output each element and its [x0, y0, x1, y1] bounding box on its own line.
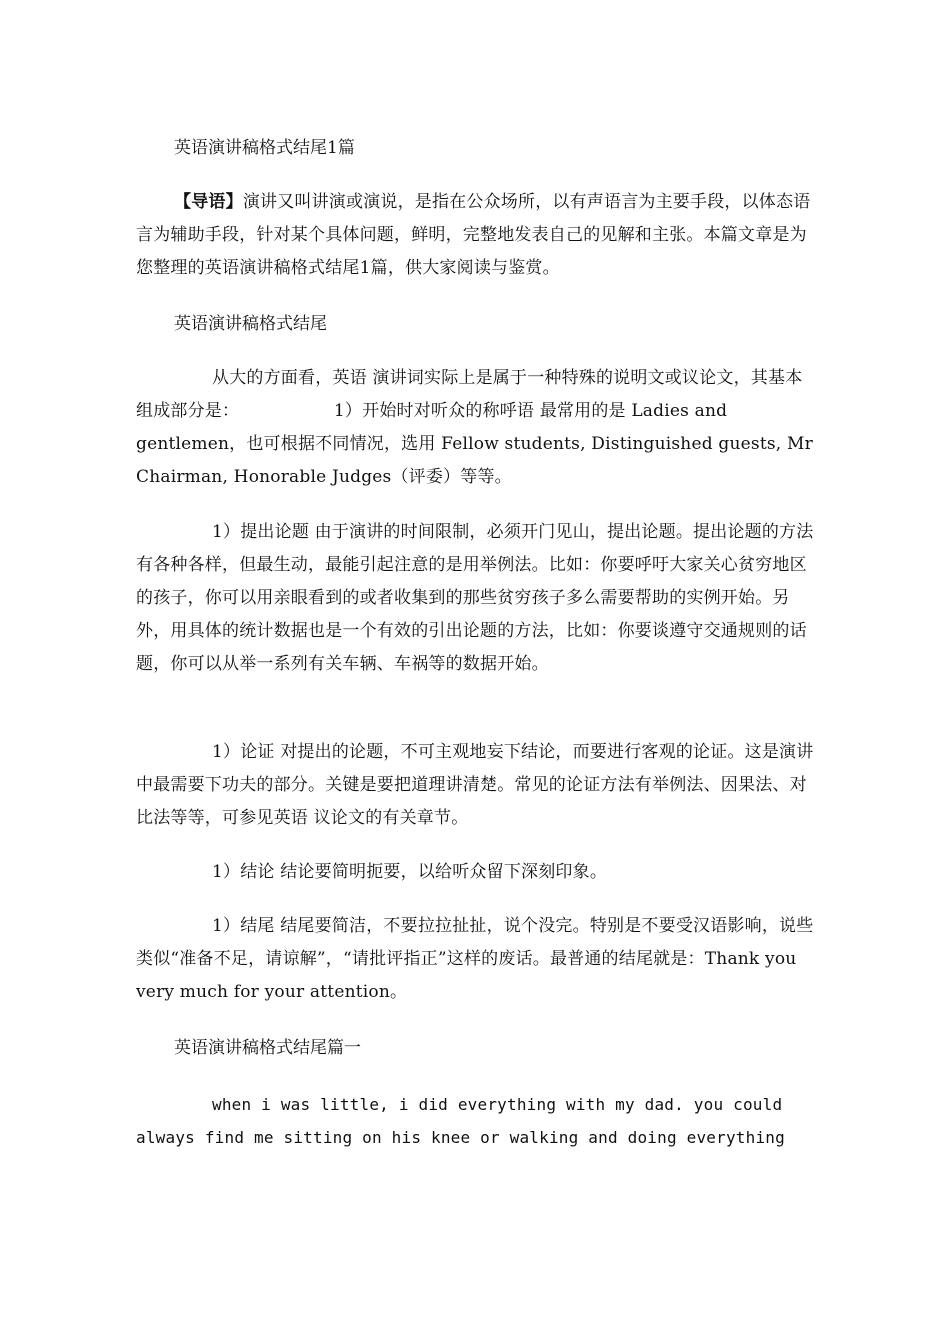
paragraph-argument: 1）论证 对提出的论题，不可主观地妄下结论，而要进行客观的论证。这是演讲中最需要下功夫的部分。关键是要把道理讲清楚。常见的论证方法有举例法、因果法、对比法等等，可参见英语 议论文的有关章节。 — [136, 742, 814, 828]
paragraph-thesis: 1）提出论题 由于演讲的时间限制，必须开门见山，提出论题。提出论题的方法有各种各样，但最生动，最能引起注意的是用举例法。比如：你要呼吁大家关心贫穷地区的孩子，你可以用亲眼看到的或者收集到的那些贫穷孩子多么需要帮助的实例开始。另外，用具体的统计数据也是一个有效的引出论题的方法，比如：你要谈遵守交通规则的话题，你可以从举一系列有关车辆、车祸等的数据开始。 — [136, 522, 814, 674]
intro-text: 演讲又叫讲演或演说，是指在公众场所，以有声语言为主要手段，以体态语言为辅助手段，针对某个具体问题，鲜明，完整地发表自己的见解和主张。本篇文章是为您整理的英语演讲稿格式结尾1篇，供大家阅读与鉴赏。 — [136, 192, 811, 278]
intro-paragraph — [136, 186, 816, 285]
paragraph-overview: 从大的方面看，英语 演讲词实际上是属于一种特殊的说明文或议论文，其基本组成部分是： 1）开始时对听众的称呼语 最常用的是 Ladies and gentlemen，也可根据不同情况，选用 Fellow students, Distinguished guests, Mr Chairman, Honorable Judges（评委）等等。 — [136, 368, 813, 487]
document-title: 英语演讲稿格式结尾1篇 — [174, 138, 355, 158]
paragraph-conclusion: 1）结论 结论要简明扼要，以给听众留下深刻印象。 — [212, 862, 608, 882]
section-heading-part-one: 英语演讲稿格式结尾篇一 — [174, 1038, 361, 1058]
intro-label: 【导语】 — [174, 192, 243, 212]
english-paragraph: when i was little, i did everything with my dad. you could always find me sitting on his knee or walking and doing everything — [136, 1095, 785, 1147]
section-heading-format: 英语演讲稿格式结尾 — [174, 314, 327, 334]
paragraph-ending: 1）结尾 结尾要简洁，不要拉拉扯扯，说个没完。特别是不要受汉语影响，说些类似“准备不足，请谅解”，“请批评指正”这样的废话。最普通的结尾就是：Thank you very much for your attention。 — [136, 916, 814, 1002]
